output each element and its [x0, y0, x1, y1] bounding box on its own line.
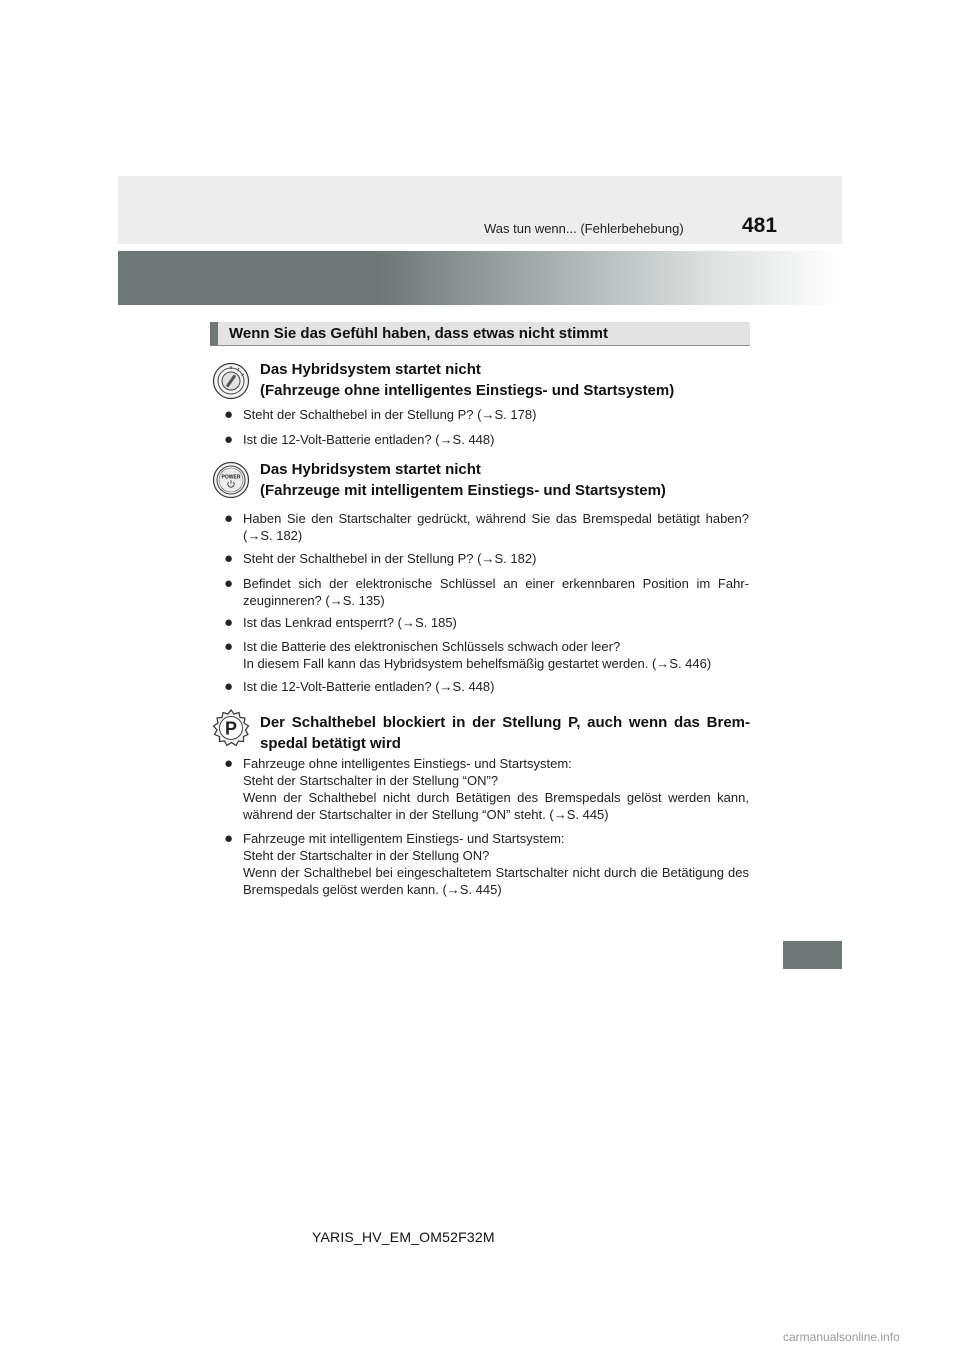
topic-title: Das Hybridsystem startet nicht (Fahrzeuge mit intelligentem Einstiegs- und Startsystem) — [260, 461, 666, 499]
ignition-key-icon — [212, 362, 250, 400]
section-title: Wenn Sie das Gefühl haben, dass etwas nicht stimmt — [229, 325, 608, 342]
bullet-icon: ● — [224, 638, 234, 655]
svg-text:POWER: POWER — [221, 474, 241, 481]
bullet-icon: ● — [224, 431, 234, 448]
topic-title: Der Schalthebel blockiert in der Stellung P, auch wenn das Brem- spedal betätigt wird — [260, 714, 750, 752]
watermark: carmanualsonline.info — [783, 1330, 900, 1344]
bullet-icon: ● — [224, 755, 234, 772]
chapter-banner — [118, 251, 842, 305]
svg-text:P: P — [224, 718, 238, 739]
bullet-icon: ● — [224, 550, 234, 567]
page-header — [118, 176, 842, 244]
document-code: YARIS_HV_EM_OM52F32M — [312, 1229, 495, 1245]
bullet-icon: ● — [224, 678, 234, 695]
bullet-icon: ● — [224, 510, 234, 527]
section-header — [210, 322, 750, 346]
chapter-title: Was tun wenn... (Fehlerbehebung) — [484, 221, 684, 236]
page-number: 481 — [742, 214, 778, 237]
bullet-icon: ● — [224, 830, 234, 847]
bullet-icon: ● — [224, 406, 234, 423]
power-button-icon — [212, 461, 250, 499]
chapter-tab — [783, 941, 842, 969]
bullet-icon: ● — [224, 614, 234, 631]
topic-title: Das Hybridsystem startet nicht (Fahrzeuge ohne intelligentes Einstiegs- und Startsystem) — [260, 361, 675, 399]
bullet-icon: ● — [224, 575, 234, 592]
park-gear-icon — [211, 708, 251, 748]
